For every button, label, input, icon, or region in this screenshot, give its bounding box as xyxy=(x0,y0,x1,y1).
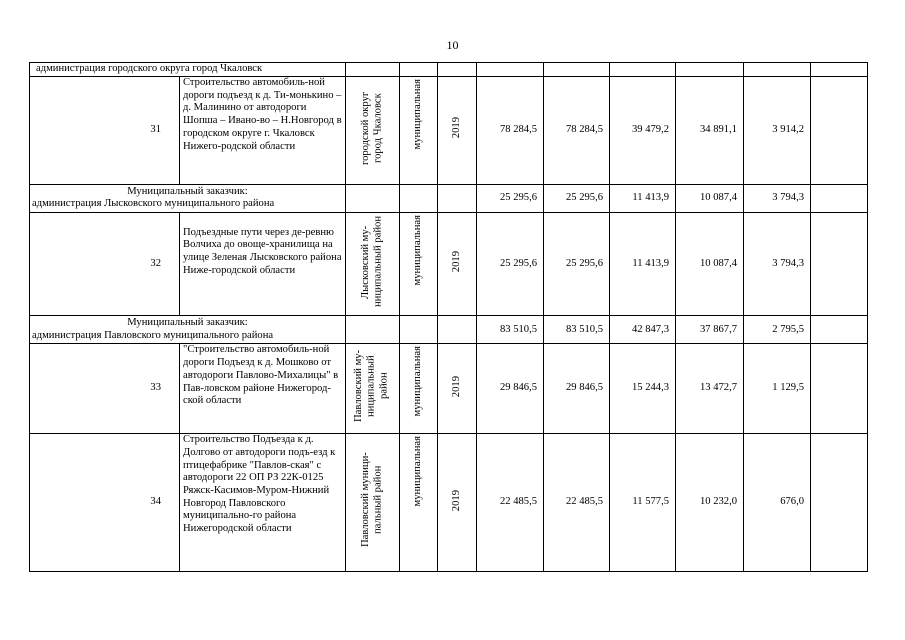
value-local: 3 794,3 xyxy=(744,212,811,316)
year-cell xyxy=(438,212,477,316)
year-label: 2019 xyxy=(450,117,462,139)
value-federal: 11 413,9 xyxy=(610,212,676,316)
year-cell xyxy=(438,77,477,185)
object-name: Строительство автомобиль-ной дороги подъезд к д. Ти-монькино – д. Малинино от автодороги Шопша – Ивано-во – Н.Новгород в городском округе г. Чкаловск Нижего-родской области xyxy=(180,77,346,185)
group-value-year: 25 295,6 xyxy=(544,184,610,212)
municipality-label: Павловский муници-пальный район xyxy=(359,452,384,548)
value-federal: 15 244,3 xyxy=(610,344,676,434)
municipality-label: городской округ город Чкаловск xyxy=(359,91,384,165)
municipality-cell xyxy=(346,344,400,434)
ownership-cell xyxy=(400,434,438,572)
row-number: 34 xyxy=(30,434,180,572)
table-row xyxy=(30,344,868,434)
value-local: 1 129,5 xyxy=(744,344,811,434)
value-regional: 10 087,4 xyxy=(676,212,744,316)
year-label: 2019 xyxy=(450,375,462,397)
year-label: 2019 xyxy=(450,489,462,511)
row-number: 33 xyxy=(30,344,180,434)
year-cell xyxy=(438,434,477,572)
value-year: 29 846,5 xyxy=(544,344,610,434)
group-header-line1: Муниципальный заказчик: xyxy=(127,317,248,329)
table-row xyxy=(30,77,868,185)
value-total: 29 846,5 xyxy=(477,344,544,434)
page-number: 10 xyxy=(446,38,459,52)
municipality-label: Лысковский му-ниципальный район xyxy=(359,216,384,308)
group-header-line1: Муниципальный заказчик: xyxy=(127,185,248,197)
ownership-label: муниципальная xyxy=(412,79,424,150)
ownership-cell xyxy=(400,344,438,434)
group-value-local: 3 794,3 xyxy=(744,184,811,212)
value-year: 22 485,5 xyxy=(544,434,610,572)
value-local: 3 914,2 xyxy=(744,77,811,185)
group-value-total: 25 295,6 xyxy=(477,184,544,212)
value-year: 25 295,6 xyxy=(544,212,610,316)
value-local: 676,0 xyxy=(744,434,811,572)
value-total: 78 284,5 xyxy=(477,77,544,185)
value-total: 25 295,6 xyxy=(477,212,544,316)
group-value-regional: 10 087,4 xyxy=(676,184,744,212)
ownership-cell xyxy=(400,212,438,316)
value-regional: 10 232,0 xyxy=(676,434,744,572)
group-header-line2: администрация Лысковского муниципального района xyxy=(32,198,275,210)
row-number: 32 xyxy=(30,212,180,316)
year-label: 2019 xyxy=(450,251,462,273)
object-name: Строительство Подъезда к д. Долгово от автодороги подъ-езд к птицефабрике "Павлов-ская" с автодороги 22 ОП РЗ 22К-0125 Ряжск-Касимов-Муром-Нижний Новгород Павловского муниципально-го района Нижегородской области xyxy=(180,434,346,572)
municipality-cell xyxy=(346,212,400,316)
table-row xyxy=(30,212,868,316)
object-name: Подъездные пути через де-ревню Волчиха до овоще-хранилища на улице Зеленая Лысковского района Ниже-городской области xyxy=(180,212,346,316)
group-header-row xyxy=(30,63,868,77)
group-header-row xyxy=(30,316,868,344)
ownership-label: муниципальная xyxy=(412,436,424,507)
group-header-line2: администрация Павловского муниципального района xyxy=(32,329,274,341)
object-name: "Строительство автомобиль-ной дороги Подъезд к д. Мошково от автодороги Павлово-Михалицы" в Пав-ловском районе Нижегород-ской области xyxy=(180,344,346,434)
group-header-chkalovsk: администрация городского округа город Чкаловск xyxy=(30,63,346,77)
group-header-lyskovo xyxy=(30,184,346,212)
group-header-row xyxy=(30,184,868,212)
municipality-label: Павловский му-ниципальный район xyxy=(353,350,390,423)
municipality-cell xyxy=(346,434,400,572)
group-value-year: 83 510,5 xyxy=(544,316,610,344)
investment-table xyxy=(29,62,868,572)
group-value-local: 2 795,5 xyxy=(744,316,811,344)
table-row xyxy=(30,434,868,572)
row-number: 31 xyxy=(30,77,180,185)
group-header-pavlovo xyxy=(30,316,346,344)
group-value-total: 83 510,5 xyxy=(477,316,544,344)
group-value-regional: 37 867,7 xyxy=(676,316,744,344)
value-year: 78 284,5 xyxy=(544,77,610,185)
ownership-cell xyxy=(400,77,438,185)
value-regional: 34 891,1 xyxy=(676,77,744,185)
value-regional: 13 472,7 xyxy=(676,344,744,434)
value-federal: 39 479,2 xyxy=(610,77,676,185)
year-cell xyxy=(438,344,477,434)
value-federal: 11 577,5 xyxy=(610,434,676,572)
group-value-federal: 42 847,3 xyxy=(610,316,676,344)
municipality-cell xyxy=(346,77,400,185)
ownership-label: муниципальная xyxy=(412,346,424,417)
group-value-federal: 11 413,9 xyxy=(610,184,676,212)
ownership-label: муниципальная xyxy=(412,214,424,286)
value-total: 22 485,5 xyxy=(477,434,544,572)
